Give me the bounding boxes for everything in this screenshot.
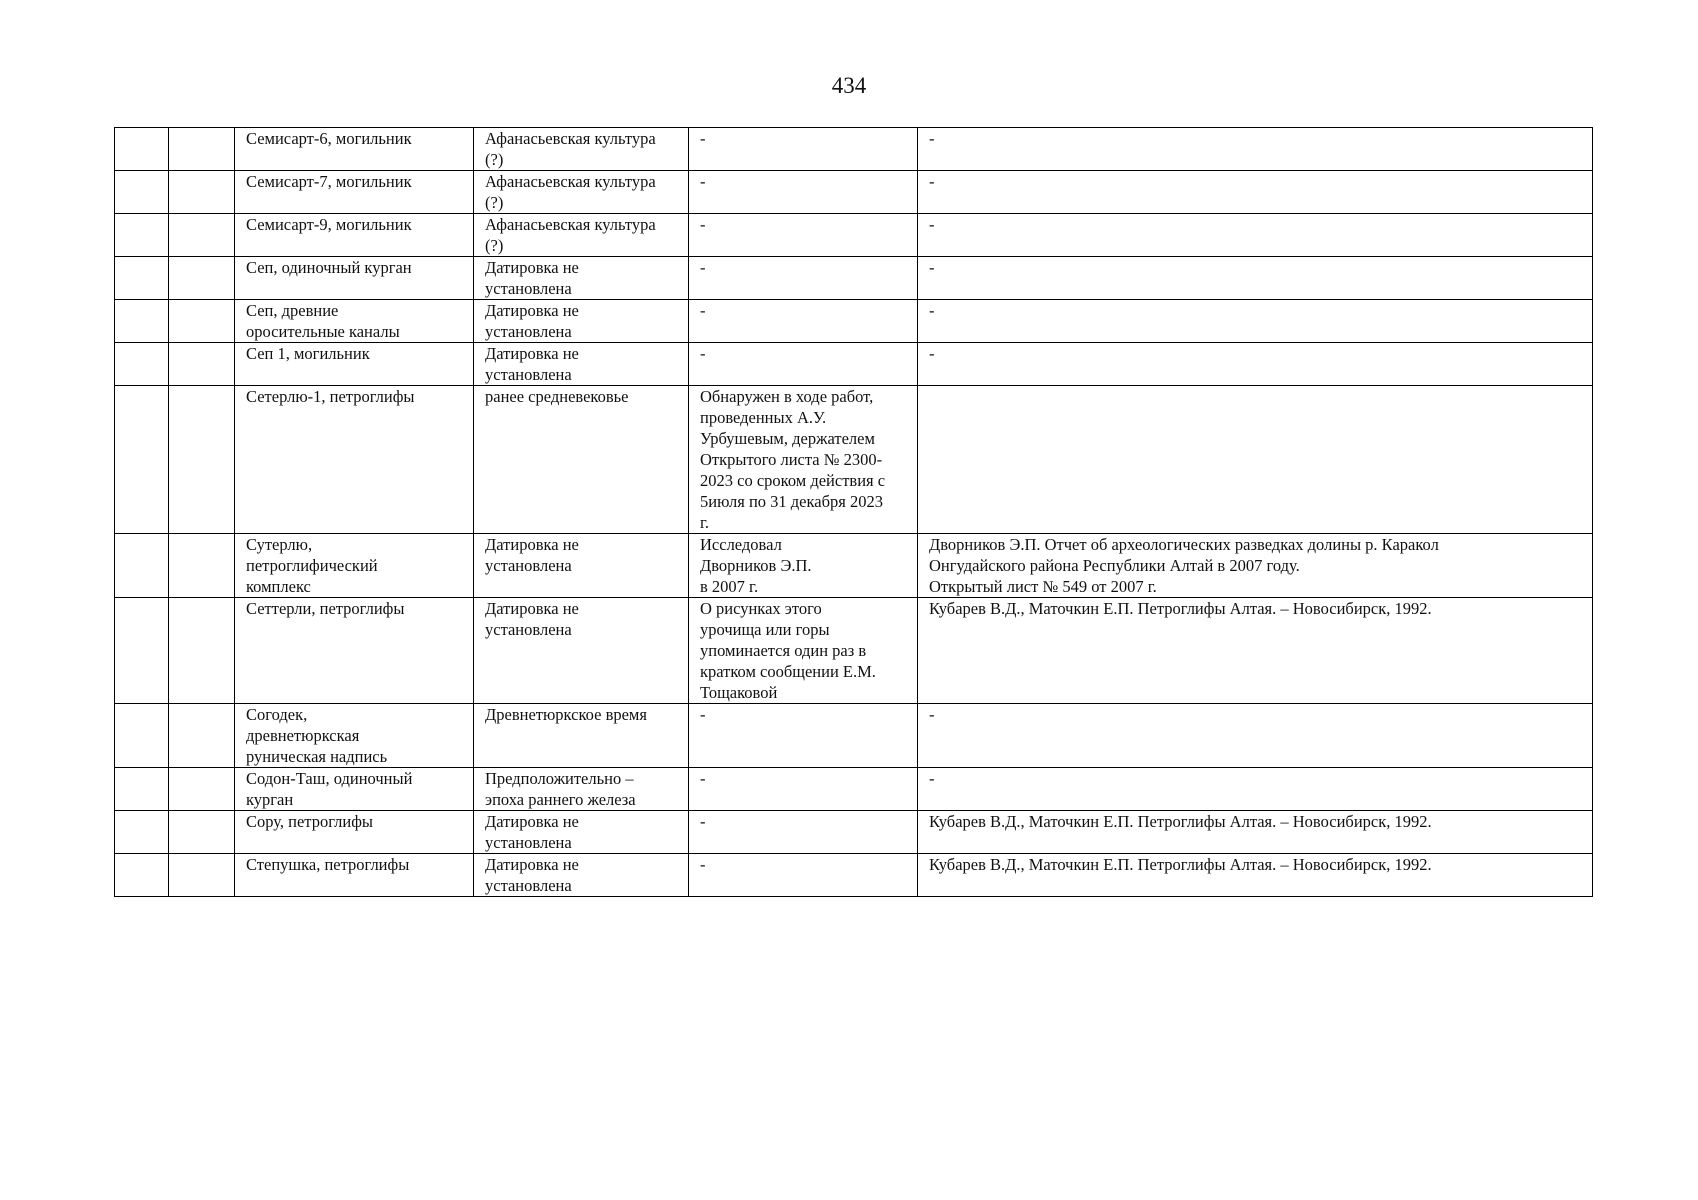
info-cell: - <box>689 171 918 214</box>
table-row <box>115 386 1593 534</box>
dating-cell: Предположительно – эпоха раннего железа <box>474 768 689 811</box>
monument-name-cell: Сеп, одиночный курган <box>235 257 474 300</box>
monument-name-cell: Сеттерли, петроглифы <box>235 598 474 704</box>
info-cell: - <box>689 854 918 897</box>
table-row <box>115 300 1593 343</box>
sources-cell: - <box>918 343 1593 386</box>
row-number-cell <box>115 768 169 811</box>
monuments-table <box>114 127 1593 897</box>
row-number-cell <box>115 811 169 854</box>
row-code-cell <box>169 811 235 854</box>
sources-cell: - <box>918 300 1593 343</box>
sources-cell <box>918 386 1593 534</box>
table-row <box>115 854 1593 897</box>
sources-cell: - <box>918 128 1593 171</box>
row-code-cell <box>169 128 235 171</box>
row-code-cell <box>169 386 235 534</box>
row-number-cell <box>115 386 169 534</box>
row-number-cell <box>115 534 169 598</box>
dating-cell: Датировка не установлена <box>474 534 689 598</box>
monument-name-cell: Сеп, древние оросительные каналы <box>235 300 474 343</box>
info-cell: - <box>689 343 918 386</box>
table-row <box>115 214 1593 257</box>
dating-cell: Датировка не установлена <box>474 257 689 300</box>
row-number-cell <box>115 343 169 386</box>
row-number-cell <box>115 854 169 897</box>
table-row <box>115 343 1593 386</box>
table-row <box>115 128 1593 171</box>
row-number-cell <box>115 128 169 171</box>
table-row <box>115 534 1593 598</box>
row-number-cell <box>115 704 169 768</box>
dating-cell: ранее средневековье <box>474 386 689 534</box>
dating-cell: Датировка не установлена <box>474 343 689 386</box>
table-row <box>115 704 1593 768</box>
info-cell: Обнаружен в ходе работ, проведенных А.У. Урбушевым, держателем Открытого листа № 2300- 2023 со сроком действия с 5июля по 31 декабря 2023 г. <box>689 386 918 534</box>
row-code-cell <box>169 534 235 598</box>
dating-cell: Датировка не установлена <box>474 598 689 704</box>
row-code-cell <box>169 171 235 214</box>
monument-name-cell: Согодек, древнетюркская руническая надпись <box>235 704 474 768</box>
table-row <box>115 171 1593 214</box>
dating-cell: Афанасьевская культура (?) <box>474 171 689 214</box>
monument-name-cell: Степушка, петроглифы <box>235 854 474 897</box>
page-number: 434 <box>831 73 867 98</box>
dating-cell: Афанасьевская культура (?) <box>474 214 689 257</box>
monument-name-cell: Сетерлю-1, петроглифы <box>235 386 474 534</box>
row-code-cell <box>169 257 235 300</box>
info-cell: - <box>689 214 918 257</box>
monument-name-cell: Сутерлю, петроглифический комплекс <box>235 534 474 598</box>
row-number-cell <box>115 300 169 343</box>
row-code-cell <box>169 214 235 257</box>
info-cell: - <box>689 257 918 300</box>
info-cell: - <box>689 300 918 343</box>
table-row <box>115 598 1593 704</box>
row-code-cell <box>169 854 235 897</box>
info-cell: - <box>689 128 918 171</box>
monument-name-cell: Семисарт-7, могильник <box>235 171 474 214</box>
monument-name-cell: Семисарт-6, могильник <box>235 128 474 171</box>
monument-name-cell: Сеп 1, могильник <box>235 343 474 386</box>
sources-cell: - <box>918 704 1593 768</box>
monument-name-cell: Семисарт-9, могильник <box>235 214 474 257</box>
row-number-cell <box>115 598 169 704</box>
dating-cell: Афанасьевская культура (?) <box>474 128 689 171</box>
table-row <box>115 768 1593 811</box>
table-row <box>115 811 1593 854</box>
monument-name-cell: Содон-Таш, одиночный курган <box>235 768 474 811</box>
dating-cell: Датировка не установлена <box>474 811 689 854</box>
info-cell: - <box>689 704 918 768</box>
row-number-cell <box>115 257 169 300</box>
row-number-cell <box>115 214 169 257</box>
info-cell: - <box>689 811 918 854</box>
monument-name-cell: Сору, петроглифы <box>235 811 474 854</box>
row-code-cell <box>169 300 235 343</box>
row-number-cell <box>115 171 169 214</box>
dating-cell: Датировка не установлена <box>474 300 689 343</box>
table-row <box>115 257 1593 300</box>
row-code-cell <box>169 768 235 811</box>
dating-cell: Древнетюркское время <box>474 704 689 768</box>
row-code-cell <box>169 704 235 768</box>
sources-cell: Дворников Э.П. Отчет об археологических разведках долины р. Каракол Онгудайского района Республики Алтай в 2007 году. Открытый лист № 549 от 2007 г. <box>918 534 1593 598</box>
info-cell: Исследовал Дворников Э.П. в 2007 г. <box>689 534 918 598</box>
sources-cell: - <box>918 257 1593 300</box>
row-code-cell <box>169 343 235 386</box>
sources-cell: - <box>918 214 1593 257</box>
sources-cell: - <box>918 171 1593 214</box>
sources-cell: Кубарев В.Д., Маточкин Е.П. Петроглифы Алтая. – Новосибирск, 1992. <box>918 854 1593 897</box>
info-cell: - <box>689 768 918 811</box>
row-code-cell <box>169 598 235 704</box>
info-cell: О рисунках этого урочища или горы упоминается один раз в кратком сообщении Е.М. Тощаковой <box>689 598 918 704</box>
sources-cell: Кубарев В.Д., Маточкин Е.П. Петроглифы Алтая. – Новосибирск, 1992. <box>918 811 1593 854</box>
dating-cell: Датировка не установлена <box>474 854 689 897</box>
sources-cell: - <box>918 768 1593 811</box>
sources-cell: Кубарев В.Д., Маточкин Е.П. Петроглифы Алтая. – Новосибирск, 1992. <box>918 598 1593 704</box>
